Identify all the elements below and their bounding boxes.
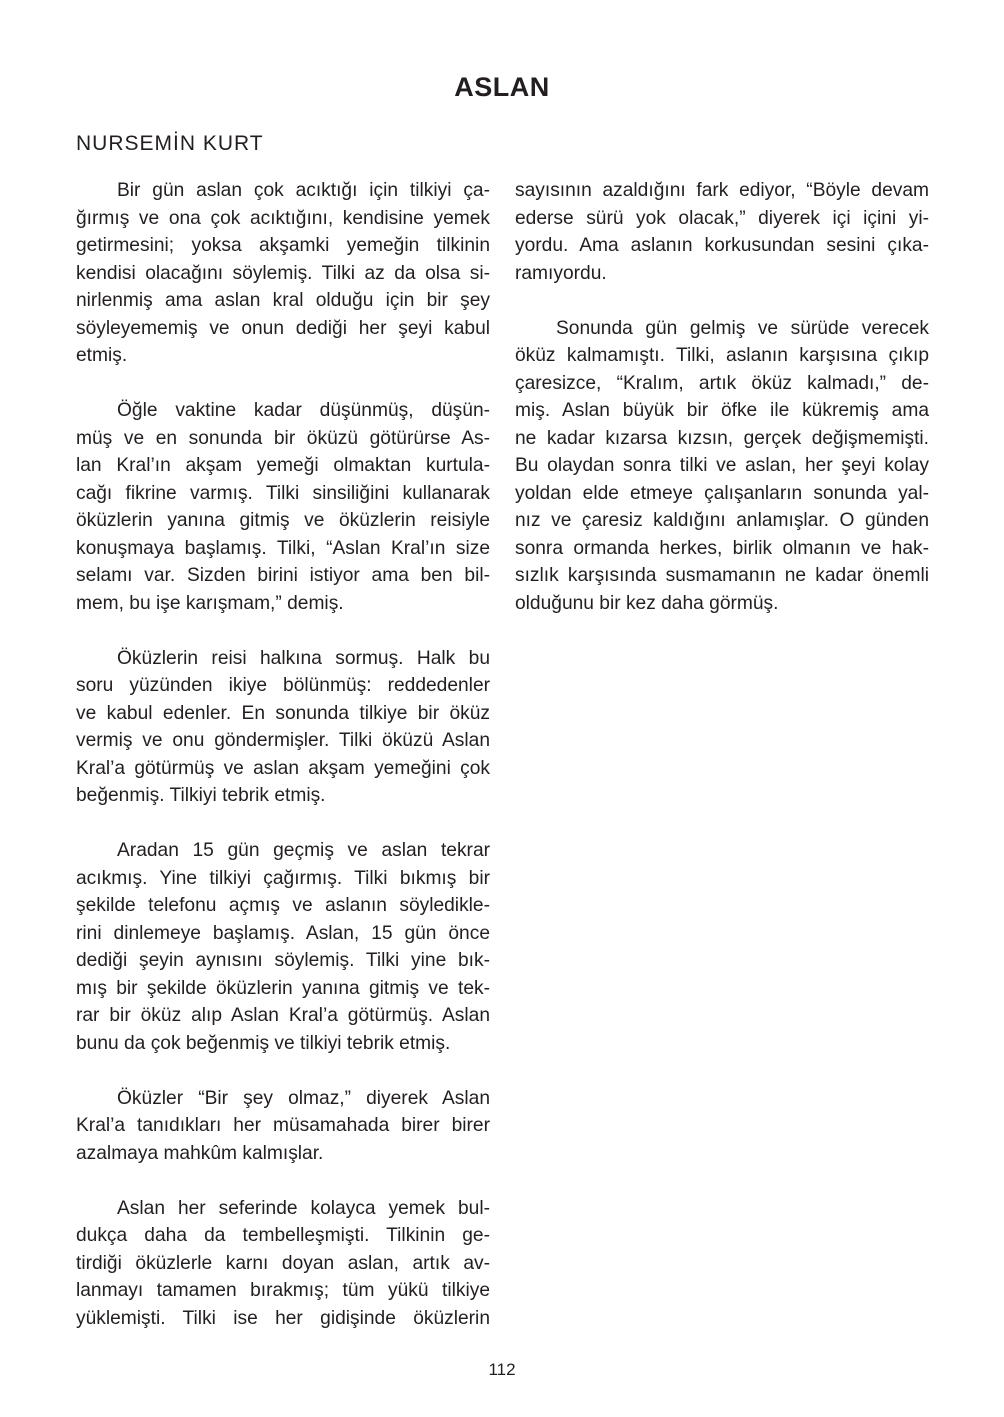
text-line: vermiş ve onu göndermişler. Tilki öküzü Aslan	[76, 730, 490, 751]
text-line: ne kadar kızarsa kızsın, gerçek değişmemişti.	[515, 427, 929, 449]
text-line: sayısının azaldığını fark ediyor, “Böyle devam	[515, 180, 929, 201]
text-line: Kral’a tanıdıkları her müsamahada birer birer	[76, 1115, 490, 1136]
text-line: ve kabul edenler. En sonunda tilkiye bir öküz	[76, 702, 490, 724]
text-line: mış bir şekilde öküzlerin yanına gitmiş ve tek-	[76, 977, 490, 999]
text-line: Öğle vaktine kadar düşünmüş, düşün-	[117, 400, 490, 421]
text-line: etmiş.	[76, 345, 128, 366]
text-line: miş. Aslan büyük bir öfke ile kükremiş ama	[515, 400, 929, 421]
text-line: sonra ormanda herkes, birlik olmanın ve hak-	[515, 537, 929, 559]
text-line: sızlık karşısında susmamanın ne kadar önemli	[515, 565, 929, 586]
text-line: rini dinlemeye başlamış. Aslan, 15 gün önce	[76, 922, 490, 944]
text-line: yordu. Ama aslanın korkusundan sesini çıka-	[515, 235, 929, 256]
text-line: müş ve en sonunda bir öküzü götürürse As-	[76, 427, 490, 449]
story-title: ASLAN	[454, 72, 550, 102]
text-line: Kral’a götürmüş ve aslan akşam yemeğini çok	[76, 757, 490, 779]
text-line: söyleyememiş ve onun dediği her şeyi kabul	[76, 317, 490, 339]
text-line: tirdiği öküzlerle karnı doyan aslan, artık av-	[76, 1252, 490, 1274]
text-line: bunu da çok beğenmiş ve tilkiyi tebrik etmiş.	[76, 1032, 451, 1054]
paragraph	[76, 645, 490, 810]
text-line: olduğunu bir kez daha görmüş.	[515, 592, 779, 614]
text-line: acıkmış. Yine tilkiyi çağırmış. Tilki bıkmış bir	[76, 867, 490, 889]
text-line: Aslan her seferinde kolayca yemek bul-	[117, 1197, 490, 1219]
text-line: Bir gün aslan çok acıktığı için tilkiyi ça-	[117, 180, 490, 201]
text-line: lanmayı tamamen bırakmış; tüm yükü tilkiye	[76, 1280, 490, 1301]
paragraph	[515, 315, 929, 618]
text-line: Öküzler “Bir şey olmaz,” diyerek Aslan	[117, 1087, 490, 1109]
text-line: rar bir öküz alıp Aslan Kral’a götürmüş. Aslan	[76, 1005, 490, 1026]
text-line: çaresizce, “Kralım, artık öküz kalmadı,” de-	[515, 372, 929, 394]
right-column	[515, 177, 929, 645]
text-line: nız ve çaresiz kaldığını anlamışlar. O günden	[515, 510, 929, 531]
text-line: yoldan elde etmeye çalışanların sonunda yal-	[515, 482, 929, 504]
text-line: şekilde telefonu açmış ve aslanın söyledikle-	[76, 895, 490, 916]
text-line: konuşmaya başlamış. Tilki, “Aslan Kral’ın size	[76, 537, 490, 559]
paragraph	[76, 837, 490, 1057]
text-line: Bu olaydan sonra tilki ve aslan, her şeyi kolay	[515, 455, 929, 476]
text-line: mem, bu işe karışmam,” demiş.	[76, 592, 344, 614]
text-line: lan Kral’ın akşam yemeği olmaktan kurtula-	[76, 455, 490, 476]
paragraph	[76, 397, 490, 617]
paragraph	[76, 1085, 490, 1168]
paragraph	[76, 177, 490, 370]
paragraph	[515, 177, 929, 287]
text-line: öküzlerin yanına gitmiş ve öküzlerin reisiyle	[76, 510, 490, 531]
text-line: dukça daha da tembelleşmişti. Tilkinin ge-	[76, 1225, 490, 1246]
text-line: selamı var. Sizden birini istiyor ama ben bil-	[76, 565, 490, 586]
text-line: nirlenmiş ama aslan kral olduğu için bir şey	[76, 290, 490, 311]
text-line: ğırmış ve ona çok acıktığını, kendisine yemek	[76, 207, 490, 229]
text-line: ramıyordu.	[515, 262, 607, 284]
text-line: yüklemişti. Tilki ise her gidişinde öküzlerin	[76, 1307, 490, 1329]
text-line: getirmesini; yoksa akşamki yemeğin tilkinin	[76, 235, 490, 256]
text-line: öküz kalmamıştı. Tilki, aslanın karşısına çıkıp	[515, 345, 929, 366]
author-name: NURSEMİN KURT	[76, 132, 264, 155]
page-number: 112	[488, 1360, 516, 1379]
text-line: Sonunda gün gelmiş ve sürüde verecek	[556, 317, 929, 339]
text-line: Öküzlerin reisi halkına sormuş. Halk bu	[117, 647, 490, 669]
text-line: Aradan 15 gün geçmiş ve aslan tekrar	[117, 840, 490, 861]
text-line: soru yüzünden ikiye bölünmüş: reddedenler	[76, 675, 490, 696]
text-line: kendisi olacağını söylemiş. Tilki az da olsa si-	[76, 262, 490, 284]
text-line: ederse sürü yok olacak,” diyerek içi içini yi-	[515, 207, 929, 229]
paragraph	[76, 1195, 490, 1333]
text-line: dediği şeyin aynısını söylemiş. Tilki yine bık-	[76, 950, 490, 971]
text-line: beğenmiş. Tilkiyi tebrik etmiş.	[76, 785, 326, 806]
left-column	[76, 177, 490, 1360]
text-line: azalmaya mahkûm kalmışlar.	[76, 1142, 324, 1164]
text-line: cağı fikrine varmış. Tilki sinsiliğini kullanarak	[76, 482, 490, 504]
